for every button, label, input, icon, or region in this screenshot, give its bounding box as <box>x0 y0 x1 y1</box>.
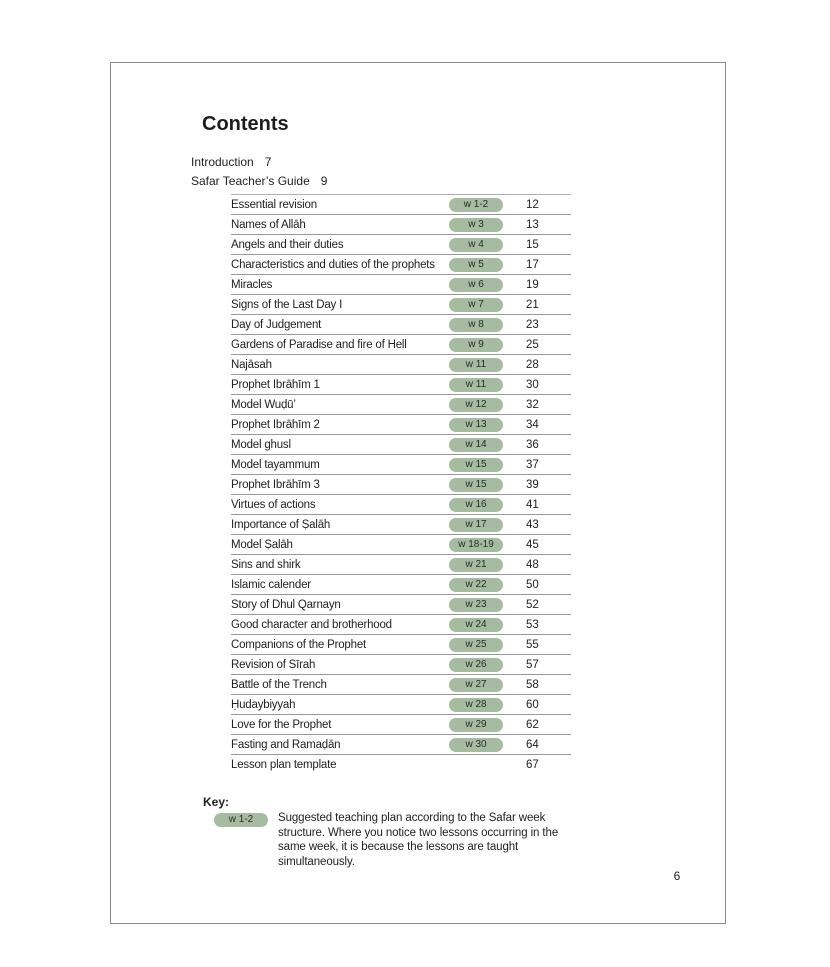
week-badge: w 13 <box>449 418 503 432</box>
week-badge: w 24 <box>449 618 503 632</box>
week-badge: w 9 <box>449 338 503 352</box>
toc-row <box>231 755 571 775</box>
toc-row <box>231 195 571 215</box>
toc-title: Importance of Ṣalāh <box>231 519 331 531</box>
toc-row <box>231 435 571 455</box>
toc-row <box>231 495 571 515</box>
toc-page-number: 45 <box>526 539 539 551</box>
toc-row <box>231 395 571 415</box>
toc-title: Angels and their duties <box>231 239 344 251</box>
toc-page-number: 36 <box>526 439 539 451</box>
toc-title: Prophet Ibrāhīm 3 <box>231 479 320 491</box>
toc-title: Model ghusl <box>231 439 291 451</box>
week-badge: w 3 <box>449 218 503 232</box>
toc-title: Names of Allāh <box>231 219 306 231</box>
toc-page-number: 17 <box>526 259 539 271</box>
week-badge: w 27 <box>449 678 503 692</box>
week-badge: w 23 <box>449 598 503 612</box>
toc-row <box>231 635 571 655</box>
toc-row <box>231 315 571 335</box>
week-badge: w 12 <box>449 398 503 412</box>
front-matter-label: Introduction <box>191 155 254 169</box>
toc-page-number: 48 <box>526 559 539 571</box>
toc-row <box>231 655 571 675</box>
week-badge: w 14 <box>449 438 503 452</box>
week-badge: w 21 <box>449 558 503 572</box>
week-badge: w 25 <box>449 638 503 652</box>
toc-title: Miracles <box>231 279 273 291</box>
toc-page-number: 13 <box>526 219 539 231</box>
toc-title: Islamic calender <box>231 579 311 591</box>
toc-page-number: 57 <box>526 659 539 671</box>
week-badge: w 17 <box>449 518 503 532</box>
toc-title: Model Ṣalāh <box>231 539 293 551</box>
toc-title: Najāsah <box>231 359 272 371</box>
toc-table <box>231 194 571 775</box>
front-matter-page-number: 9 <box>320 174 328 188</box>
toc-page-number: 50 <box>526 579 539 591</box>
toc-row <box>231 695 571 715</box>
toc-row <box>231 615 571 635</box>
front-matter-page-number: 7 <box>264 155 272 169</box>
toc-row <box>231 735 571 755</box>
week-badge: w 22 <box>449 578 503 592</box>
toc-row <box>231 215 571 235</box>
toc-row <box>231 555 571 575</box>
toc-page-number: 37 <box>526 459 539 471</box>
toc-title: Story of Dhul Qarnayn <box>231 599 341 611</box>
week-badge: w 11 <box>449 358 503 372</box>
toc-row <box>231 235 571 255</box>
toc-page-number: 32 <box>526 399 539 411</box>
week-badge: w 18-19 <box>449 538 503 552</box>
week-badge: w 6 <box>449 278 503 292</box>
folio-page-number: 6 <box>673 869 681 883</box>
toc-title: Good character and brotherhood <box>231 619 392 631</box>
toc-title: Lesson plan template <box>231 759 337 771</box>
week-badge: w 1-2 <box>449 198 503 212</box>
week-badge: w 7 <box>449 298 503 312</box>
toc-page-number: 52 <box>526 599 539 611</box>
toc-row <box>231 535 571 555</box>
toc-title: Battle of the Trench <box>231 679 327 691</box>
toc-page-number: 53 <box>526 619 539 631</box>
toc-row <box>231 515 571 535</box>
toc-title: Ḥudaybiyyah <box>231 699 296 711</box>
toc-row <box>231 355 571 375</box>
toc-title: Essential revision <box>231 199 317 211</box>
front-matter-label: Safar Teacher’s Guide <box>191 174 310 188</box>
key-label: Key: <box>203 795 230 809</box>
toc-page-number: 19 <box>526 279 539 291</box>
toc-page-number: 60 <box>526 699 539 711</box>
toc-row <box>231 255 571 275</box>
toc-page-number: 39 <box>526 479 539 491</box>
week-badge: w 5 <box>449 258 503 272</box>
toc-page-number: 41 <box>526 499 539 511</box>
toc-page-number: 15 <box>526 239 539 251</box>
toc-page-number: 58 <box>526 679 539 691</box>
toc-title: Gardens of Paradise and fire of Hell <box>231 339 407 351</box>
toc-page-number: 28 <box>526 359 539 371</box>
key-description: Suggested teaching plan according to the Safar week structure. Where you notice two lessons occurring in the same week, it is because the lessons are taught simultaneously. <box>278 812 559 868</box>
week-badge: w 16 <box>449 498 503 512</box>
week-badge: w 15 <box>449 458 503 472</box>
toc-title: Revision of Sīrah <box>231 659 316 671</box>
toc-title: Day of Judgement <box>231 319 322 331</box>
toc-title: Signs of the Last Day I <box>231 299 343 311</box>
toc-page-number: 12 <box>526 199 539 211</box>
toc-row <box>231 275 571 295</box>
toc-title: Model tayammum <box>231 459 320 471</box>
toc-row <box>231 455 571 475</box>
week-badge: w 15 <box>449 478 503 492</box>
week-badge: w 30 <box>449 738 503 752</box>
toc-row <box>231 415 571 435</box>
front-matter-list <box>191 153 327 191</box>
toc-title: Virtues of actions <box>231 499 316 511</box>
toc-page-number: 62 <box>526 719 539 731</box>
toc-title: Prophet Ibrāhīm 1 <box>231 379 320 391</box>
book-page <box>110 62 726 924</box>
toc-page-number: 25 <box>526 339 539 351</box>
toc-page-number: 55 <box>526 639 539 651</box>
toc-title: Model Wuḍū’ <box>231 399 296 411</box>
week-badge: w 28 <box>449 698 503 712</box>
toc-page-number: 21 <box>526 299 539 311</box>
toc-title: Companions of the Prophet <box>231 639 367 651</box>
toc-page-number: 43 <box>526 519 539 531</box>
toc-page-number: 64 <box>526 739 539 751</box>
toc-page-number: 23 <box>526 319 539 331</box>
front-matter-entry <box>191 172 327 191</box>
week-badge: w 29 <box>449 718 503 732</box>
week-badge: w 4 <box>449 238 503 252</box>
week-badge: w 11 <box>449 378 503 392</box>
toc-row <box>231 295 571 315</box>
toc-row <box>231 595 571 615</box>
toc-title: Sins and shirk <box>231 559 301 571</box>
toc-row <box>231 335 571 355</box>
toc-page-number: 67 <box>526 759 539 771</box>
week-badge: w 8 <box>449 318 503 332</box>
toc-row <box>231 475 571 495</box>
toc-title: Fasting and Ramaḍān <box>231 739 341 751</box>
toc-row <box>231 715 571 735</box>
page-title: Contents <box>202 113 289 135</box>
toc-page-number: 30 <box>526 379 539 391</box>
toc-row <box>231 375 571 395</box>
front-matter-entry <box>191 153 327 172</box>
key-week-badge: w 1-2 <box>214 813 268 827</box>
toc-title: Characteristics and duties of the prophets <box>231 259 435 271</box>
toc-row <box>231 675 571 695</box>
week-badge: w 26 <box>449 658 503 672</box>
toc-title: Prophet Ibrāhīm 2 <box>231 419 320 431</box>
toc-title: Love for the Prophet <box>231 719 332 731</box>
toc-page-number: 34 <box>526 419 539 431</box>
toc-row <box>231 575 571 595</box>
